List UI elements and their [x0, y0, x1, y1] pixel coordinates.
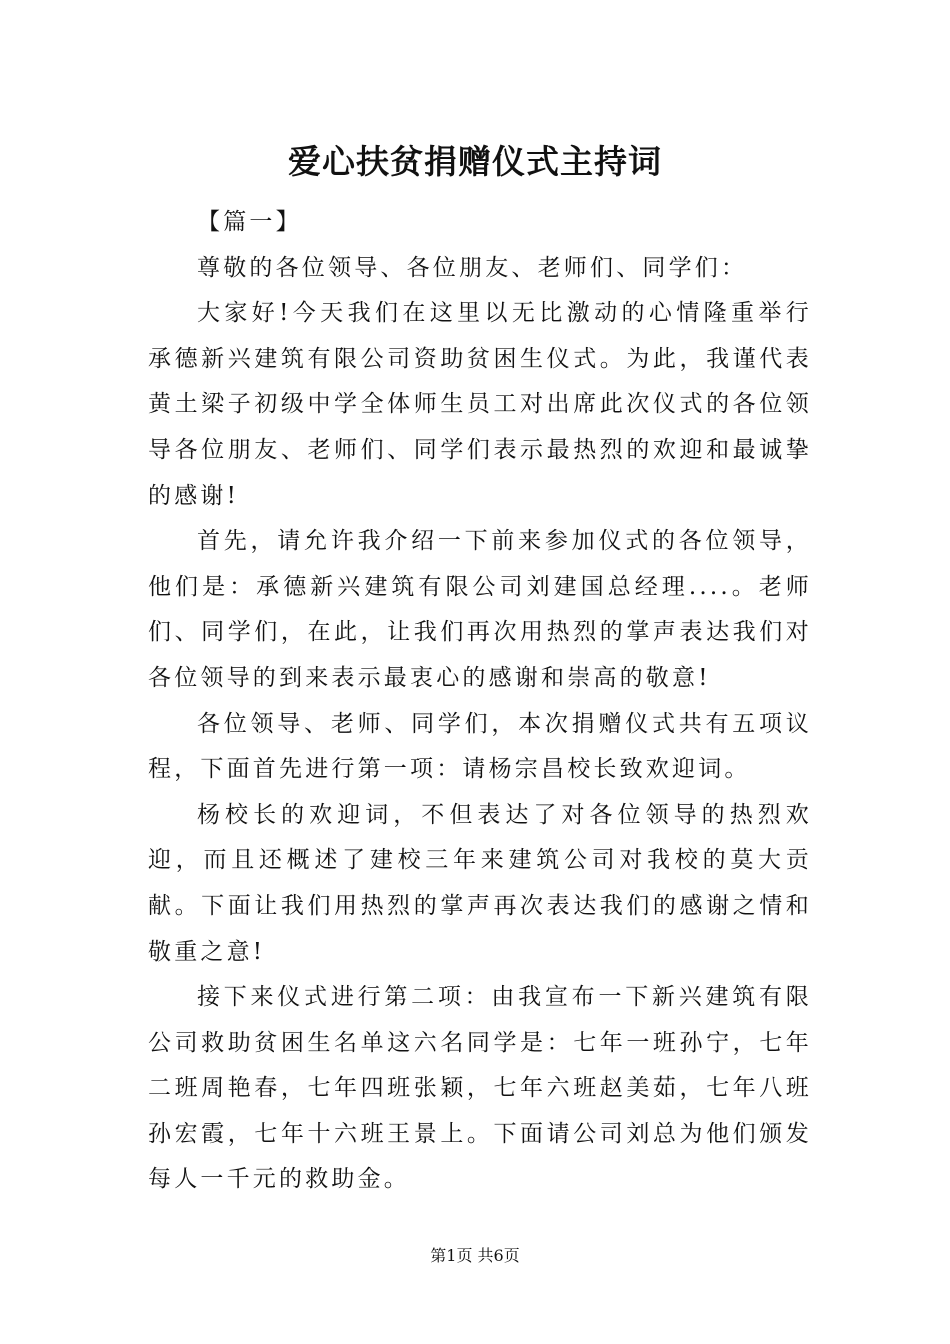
paragraph-introduction: 首先，请允许我介绍一下前来参加仪式的各位领导，他们是：承德新兴建筑有限公司刘建国总经理....。老师们、同学们，在此，让我们再次用热烈的掌声表达我们对各位领导的到来表示最衷心的感谢和崇高的敬意!	[148, 528, 812, 691]
section-heading: 【篇一】	[197, 209, 302, 235]
paragraph-agenda: 各位领导、老师、同学们，本次捐赠仪式共有五项议程，下面首先进行第一项：请杨宗昌校长致欢迎词。	[148, 710, 812, 783]
page-footer: 第1页 共6页	[430, 1246, 520, 1265]
document-title: 爱心扶贫捐赠仪式主持词	[288, 142, 662, 181]
paragraph-salutation: 尊敬的各位领导、各位朋友、老师们、同学们：	[197, 254, 748, 281]
paragraph-opening: 大家好!今天我们在这里以无比激动的心情隆重举行承德新兴建筑有限公司资助贫困生仪式。为此，我谨代表黄土梁子初级中学全体师生员工对出席此次仪式的各位领导各位朋友、老师们、同学们表示最热烈的欢迎和最诚挚的感谢!	[148, 300, 812, 509]
paragraph-welcome-speech: 杨校长的欢迎词，不但表达了对各位领导的热烈欢迎，而且还概述了建校三年来建筑公司对我校的莫大贡献。下面让我们用热烈的掌声再次表达我们的感谢之情和敬重之意!	[148, 801, 812, 965]
document-body	[148, 200, 812, 1203]
paragraph-second-item: 接下来仪式进行第二项：由我宣布一下新兴建筑有限公司救助贫困生名单这六名同学是：七年一班孙宁，七年二班周艳春，七年四班张颖，七年六班赵美茹，七年八班孙宏霞，七年十六班王景上。下面请公司刘总为他们颁发每人一千元的救助金。	[148, 984, 812, 1193]
